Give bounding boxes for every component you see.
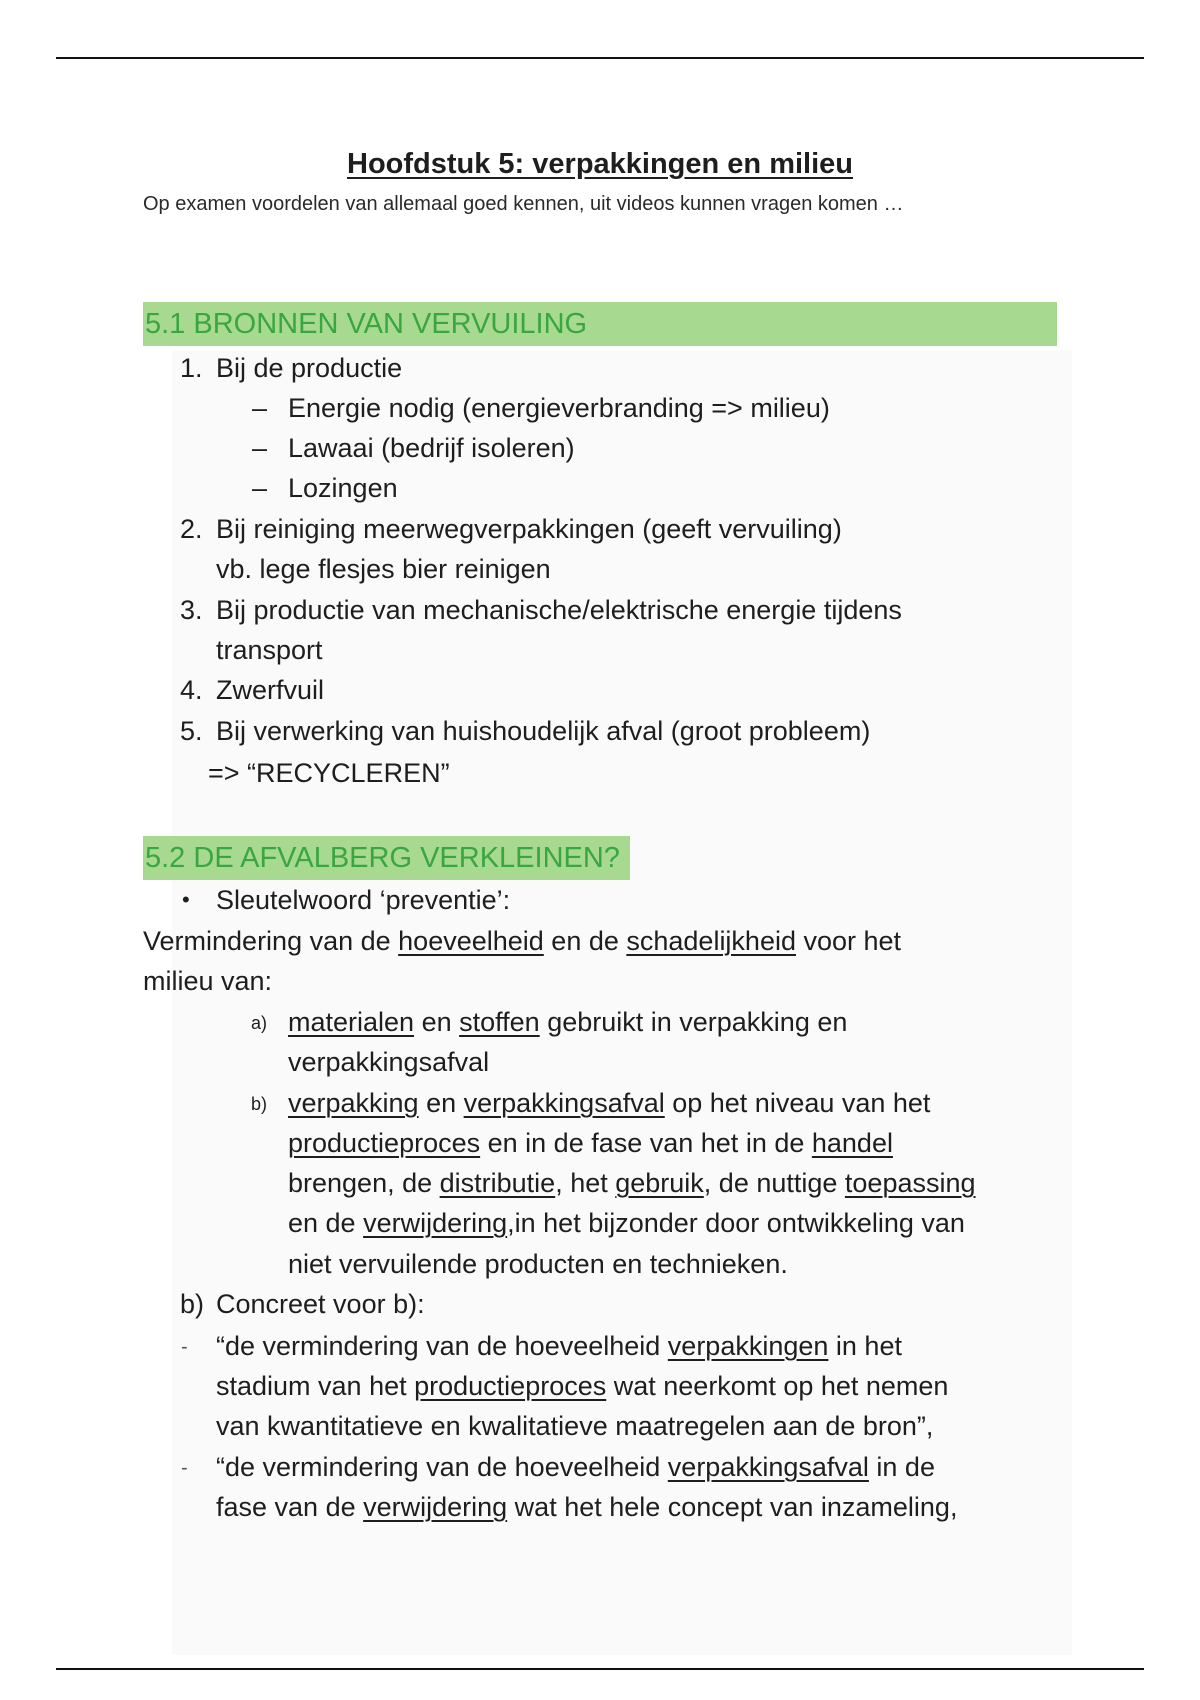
dash-marker: –	[252, 473, 268, 503]
list-number: 3.	[180, 595, 203, 625]
paragraph-line: Vermindering van de hoeveelheid en de schadelijkheid voor het	[143, 926, 902, 956]
section-heading-5-2: 5.2 DE AFVALBERG VERKLEINEN?	[143, 836, 630, 880]
list-item-text: Concreet voor b):	[216, 1289, 425, 1319]
sub-list-line: verpakking en verpakkingsafval op het niveau van het	[288, 1088, 931, 1118]
sub-list-line: productieproces en in de fase van het in de handel	[288, 1128, 893, 1158]
quote-line: “de vermindering van de hoeveelheid verpakkingsafval in de	[216, 1452, 935, 1482]
sub-item-text: Lozingen	[288, 473, 398, 503]
dash-marker: –	[252, 393, 268, 423]
sub-list-line: brengen, de distributie, het gebruik, de nuttige toepassing	[288, 1168, 976, 1198]
sub-item-text: Energie nodig (energieverbranding => milieu)	[288, 393, 830, 423]
quote-line: stadium van het productieproces wat neerkomt op het nemen	[216, 1371, 949, 1401]
document-subtitle: Op examen voordelen van allemaal goed kennen, uit videos kunnen vragen komen …	[143, 193, 904, 215]
bullet-text: Sleutelwoord ‘preventie’:	[216, 885, 511, 915]
list-item-text: Bij reiniging meerwegverpakkingen (geeft vervuiling)	[216, 514, 842, 544]
sub-list-marker: b)	[251, 1094, 268, 1114]
sub-list-marker: a)	[251, 1013, 268, 1033]
bullet-marker: •	[182, 887, 190, 912]
paragraph-line: milieu van:	[143, 966, 273, 996]
sub-list-line: niet vervuilende producten en technieken.	[288, 1249, 788, 1279]
list-item-text: Bij de productie	[216, 353, 403, 383]
section-heading-5-1: 5.1 BRONNEN VAN VERVUILING	[143, 302, 1057, 346]
sub-item-text: Lawaai (bedrijf isoleren)	[288, 433, 575, 463]
sub-list-line: verpakkingsafval	[288, 1047, 490, 1077]
list-number: 1.	[180, 353, 203, 383]
list-item-text: Bij verwerking van huishoudelijk afval (groot probleem)	[216, 716, 871, 746]
quote-line: “de vermindering van de hoeveelheid verpakkingen in het	[216, 1331, 902, 1361]
header-rule	[56, 57, 1144, 59]
sub-list-line: en de verwijdering,in het bijzonder door ontwikkeling van	[288, 1208, 965, 1238]
list-marker: b)	[180, 1289, 205, 1319]
list-item-continuation: vb. lege flesjes bier reinigen	[216, 554, 551, 584]
document-title: Hoofdstuk 5: verpakkingen en milieu	[347, 148, 853, 180]
dash-marker: -	[181, 1336, 188, 1358]
dash-marker: –	[252, 433, 268, 463]
quote-line: fase van de verwijdering wat het hele concept van inzameling,	[216, 1492, 958, 1522]
list-item-text: Bij productie van mechanische/elektrische energie tijdens	[216, 595, 902, 625]
list-number: 5.	[180, 716, 203, 746]
list-item-continuation: transport	[216, 635, 323, 665]
list-number: 4.	[180, 675, 203, 705]
list-item-continuation: => “RECYCLEREN”	[208, 758, 450, 788]
dash-marker: -	[181, 1457, 188, 1479]
footer-rule	[56, 1668, 1144, 1670]
quote-line: van kwantitatieve en kwalitatieve maatregelen aan de bron”,	[216, 1411, 934, 1441]
sub-list-line: materialen en stoffen gebruikt in verpakking en	[288, 1007, 848, 1037]
list-number: 2.	[180, 514, 203, 544]
list-item-text: Zwerfvuil	[216, 675, 325, 705]
